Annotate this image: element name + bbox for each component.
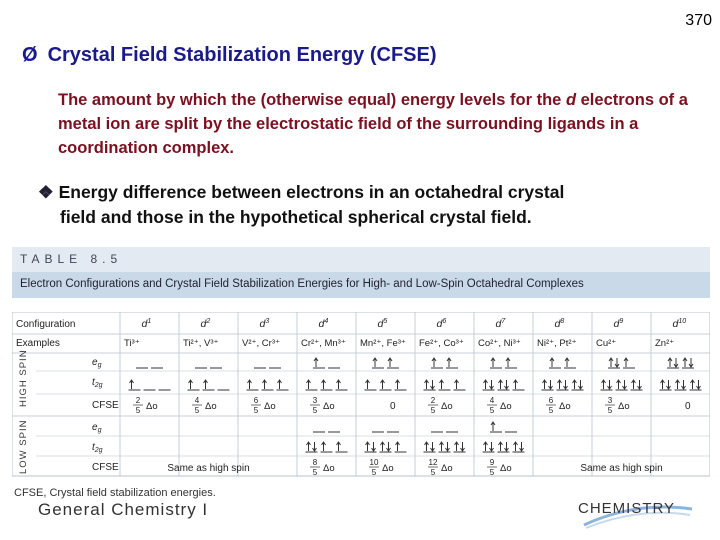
- spin-up-arrow: [381, 442, 385, 451]
- spin-up-arrow: [668, 358, 672, 367]
- cfse-definition: [58, 88, 708, 160]
- row-label-cfse-high: CFSE: [92, 400, 119, 411]
- configuration-cell: $d^6$: [436, 318, 447, 330]
- chemistry-logo: [576, 495, 696, 533]
- spin-up-arrow: [366, 380, 370, 389]
- spin-down-arrow: [638, 380, 642, 389]
- example-cell: V²⁺, Cr³⁺: [242, 338, 280, 349]
- high-cfse-num: 3: [312, 396, 318, 405]
- configuration-cell: $d^5$: [377, 318, 388, 330]
- spin-down-arrow: [667, 380, 671, 389]
- spin-down-arrow: [505, 380, 509, 389]
- example-cell: Cu²⁺: [596, 338, 617, 349]
- high-cfse-unit: Δo: [441, 401, 453, 412]
- spin-up-arrow: [499, 442, 503, 451]
- spin-up-arrow: [676, 380, 680, 389]
- spin-up-arrow: [683, 358, 687, 367]
- spin-up-arrow: [617, 380, 621, 389]
- configuration-cell: $d^3$: [259, 318, 270, 330]
- spin-up-arrow: [506, 358, 510, 367]
- high-cfse-den: 5: [194, 406, 200, 415]
- row-label-cfse-low: CFSE: [92, 462, 119, 473]
- spin-up-arrow: [624, 358, 628, 367]
- configuration-cell: $d^{10}$: [672, 318, 687, 330]
- configuration-cell: $d^1$: [141, 318, 152, 330]
- arrow-bullet-icon: Ø: [22, 44, 38, 66]
- diamond-bullet-icon: ❖: [38, 182, 54, 202]
- low-cfse-unit: Δo: [441, 463, 453, 474]
- low-cfse-unit: Δo: [500, 463, 512, 474]
- example-cell: Zn²⁺: [655, 338, 675, 349]
- spin-up-arrow: [204, 380, 208, 389]
- spin-up-arrow: [691, 380, 695, 389]
- example-cell: Mn²⁺, Fe³⁺: [360, 338, 406, 349]
- spin-up-arrow: [543, 380, 547, 389]
- high-cfse-num: 6: [253, 396, 259, 405]
- row-label-t2g-low: $t_{2g}$: [92, 442, 103, 454]
- spin-up-arrow: [425, 380, 429, 389]
- spin-down-arrow: [579, 380, 583, 389]
- spin-down-arrow: [608, 380, 612, 389]
- spin-up-arrow: [189, 380, 193, 389]
- spin-up-arrow: [248, 380, 252, 389]
- example-cell: Ti²⁺, V³⁺: [183, 338, 219, 349]
- low-cfse-den: 5: [430, 468, 436, 477]
- high-cfse-den: 5: [312, 406, 318, 415]
- table-footnote: CFSE, Crystal field stabilization energies.: [14, 487, 216, 499]
- spin-up-arrow: [130, 380, 134, 389]
- example-cell: Co²⁺, Ni³⁺: [478, 338, 521, 349]
- spin-up-arrow: [632, 380, 636, 389]
- high-cfse-num: 4: [194, 396, 200, 405]
- spin-up-arrow: [447, 358, 451, 367]
- spin-up-arrow: [432, 358, 436, 367]
- energy-line2: field and those in the hypothetical spherical crystal field.: [60, 207, 532, 227]
- spin-down-arrow: [313, 442, 317, 451]
- high-cfse: 0: [390, 401, 396, 412]
- example-cell: Ni²⁺, Pt²⁺: [537, 338, 577, 349]
- low-cfse-den: 5: [489, 468, 495, 477]
- spin-down-arrow: [697, 380, 701, 389]
- spin-up-arrow: [455, 380, 459, 389]
- spin-up-arrow: [573, 380, 577, 389]
- configuration-cell: $d^9$: [613, 318, 624, 330]
- spin-down-arrow: [682, 380, 686, 389]
- spin-up-arrow: [381, 380, 385, 389]
- definition-part2: electrons of a metal ion are split by the electrostatic field of the surrounding ligands in a coordination complex.: [58, 91, 688, 157]
- high-cfse-num: 4: [489, 396, 495, 405]
- spin-up-arrow: [609, 358, 613, 367]
- high-cfse-unit: Δo: [205, 401, 217, 412]
- low-cfse-den: 5: [312, 468, 318, 477]
- spin-down-arrow: [505, 442, 509, 451]
- spin-up-arrow: [491, 358, 495, 367]
- spin-up-arrow: [565, 358, 569, 367]
- spin-up-arrow: [550, 358, 554, 367]
- spin-down-arrow: [623, 380, 627, 389]
- spin-down-arrow: [431, 442, 435, 451]
- spin-up-arrow: [278, 380, 282, 389]
- section-label-low-spin: LOW SPIN: [18, 419, 29, 474]
- spin-up-arrow: [373, 358, 377, 367]
- high-cfse-den: 5: [253, 406, 259, 415]
- spin-up-arrow: [366, 442, 370, 451]
- high-cfse-unit: Δo: [146, 401, 158, 412]
- high-cfse-unit: Δo: [264, 401, 276, 412]
- spin-down-arrow: [549, 380, 553, 389]
- spin-down-arrow: [674, 358, 678, 367]
- spin-down-arrow: [372, 442, 376, 451]
- table-number: TABLE 8.5: [20, 252, 123, 266]
- high-cfse-unit: Δo: [323, 401, 335, 412]
- spin-up-arrow: [322, 442, 326, 451]
- same-as-high-right: Same as high spin: [580, 463, 663, 474]
- high-cfse-den: 5: [430, 406, 436, 415]
- example-cell: Cr²⁺, Mn³⁺: [301, 338, 346, 349]
- example-cell: Fe²⁺, Co³⁺: [419, 338, 464, 349]
- spin-up-arrow: [440, 380, 444, 389]
- spin-up-arrow: [307, 442, 311, 451]
- row-label-configuration: Configuration: [16, 319, 76, 330]
- energy-line1: Energy difference between electrons in an octahedral crystal: [58, 182, 565, 202]
- spin-down-arrow: [564, 380, 568, 389]
- spin-down-arrow: [689, 358, 693, 367]
- spin-down-arrow: [490, 380, 494, 389]
- energy-difference-point: [38, 180, 718, 230]
- spin-up-arrow: [337, 380, 341, 389]
- spin-down-arrow: [461, 442, 465, 451]
- configuration-cell: $d^8$: [554, 318, 565, 330]
- spin-down-arrow: [490, 442, 494, 451]
- configuration-cell: $d^4$: [318, 318, 329, 330]
- low-cfse-num: 10: [369, 458, 379, 467]
- spin-down-arrow: [387, 442, 391, 451]
- spin-up-arrow: [263, 380, 267, 389]
- configuration-cell: $d^2$: [200, 318, 211, 330]
- spin-up-arrow: [558, 380, 562, 389]
- spin-up-arrow: [491, 422, 495, 431]
- spin-up-arrow: [425, 442, 429, 451]
- spin-up-arrow: [484, 380, 488, 389]
- high-cfse-den: 5: [489, 406, 495, 415]
- cfse-table: [12, 312, 710, 478]
- row-label-t2g-high: $t_{2g}$: [92, 377, 103, 389]
- high-cfse-den: 5: [607, 406, 613, 415]
- spin-up-arrow: [514, 442, 518, 451]
- course-name: General Chemistry I: [38, 500, 209, 519]
- row-label-examples: Examples: [16, 338, 60, 349]
- high-cfse-unit: Δo: [618, 401, 630, 412]
- spin-up-arrow: [396, 442, 400, 451]
- configuration-cell: $d^7$: [495, 318, 506, 330]
- spin-up-arrow: [661, 380, 665, 389]
- spin-up-arrow: [322, 380, 326, 389]
- spin-down-arrow: [615, 358, 619, 367]
- table-caption-bar: [12, 272, 710, 298]
- section-label-high-spin: HIGH SPIN: [18, 349, 29, 407]
- slide-title-text: Crystal Field Stabilization Energy (CFSE): [47, 44, 437, 66]
- same-as-high-left: Same as high spin: [167, 463, 250, 474]
- high-cfse-unit: Δo: [559, 401, 571, 412]
- spin-up-arrow: [484, 442, 488, 451]
- spin-up-arrow: [499, 380, 503, 389]
- logo-text: CHEMISTRY: [578, 500, 676, 517]
- spin-up-arrow: [307, 380, 311, 389]
- definition-italic-d: d: [565, 91, 577, 109]
- spin-up-arrow: [455, 442, 459, 451]
- high-cfse-num: 2: [430, 396, 436, 405]
- high-cfse-num: 6: [548, 396, 554, 405]
- spin-down-arrow: [431, 380, 435, 389]
- slide-title: [22, 44, 437, 67]
- example-cell: Ti³⁺: [124, 338, 140, 349]
- high-cfse-unit: Δo: [500, 401, 512, 412]
- low-cfse-num: 8: [312, 458, 318, 467]
- spin-up-arrow: [514, 380, 518, 389]
- spin-up-arrow: [337, 442, 341, 451]
- low-cfse-num: 12: [428, 458, 438, 467]
- high-cfse-den: 5: [548, 406, 554, 415]
- high-cfse-num: 3: [607, 396, 613, 405]
- high-cfse: 0: [685, 401, 691, 412]
- spin-down-arrow: [520, 442, 524, 451]
- high-cfse-den: 5: [135, 406, 141, 415]
- page-number: 370: [685, 12, 712, 29]
- low-cfse-unit: Δo: [382, 463, 394, 474]
- low-cfse-den: 5: [371, 468, 377, 477]
- spin-up-arrow: [388, 358, 392, 367]
- low-cfse-num: 9: [489, 458, 495, 467]
- table-header-bar: [12, 247, 710, 272]
- low-cfse-unit: Δo: [323, 463, 335, 474]
- table-caption: Electron Configurations and Crystal Field Stabilization Energies for High- and Low-Spin Octahedral Complexes: [20, 278, 584, 290]
- spin-down-arrow: [446, 442, 450, 451]
- row-label-eg-high: $e_g$: [92, 357, 102, 369]
- high-cfse-num: 2: [135, 396, 141, 405]
- spin-up-arrow: [396, 380, 400, 389]
- spin-up-arrow: [314, 358, 318, 367]
- spin-up-arrow: [602, 380, 606, 389]
- definition-part1: The amount by which the (otherwise equal) energy levels for the: [58, 91, 562, 109]
- row-label-eg-low: $e_g$: [92, 422, 102, 434]
- spin-up-arrow: [440, 442, 444, 451]
